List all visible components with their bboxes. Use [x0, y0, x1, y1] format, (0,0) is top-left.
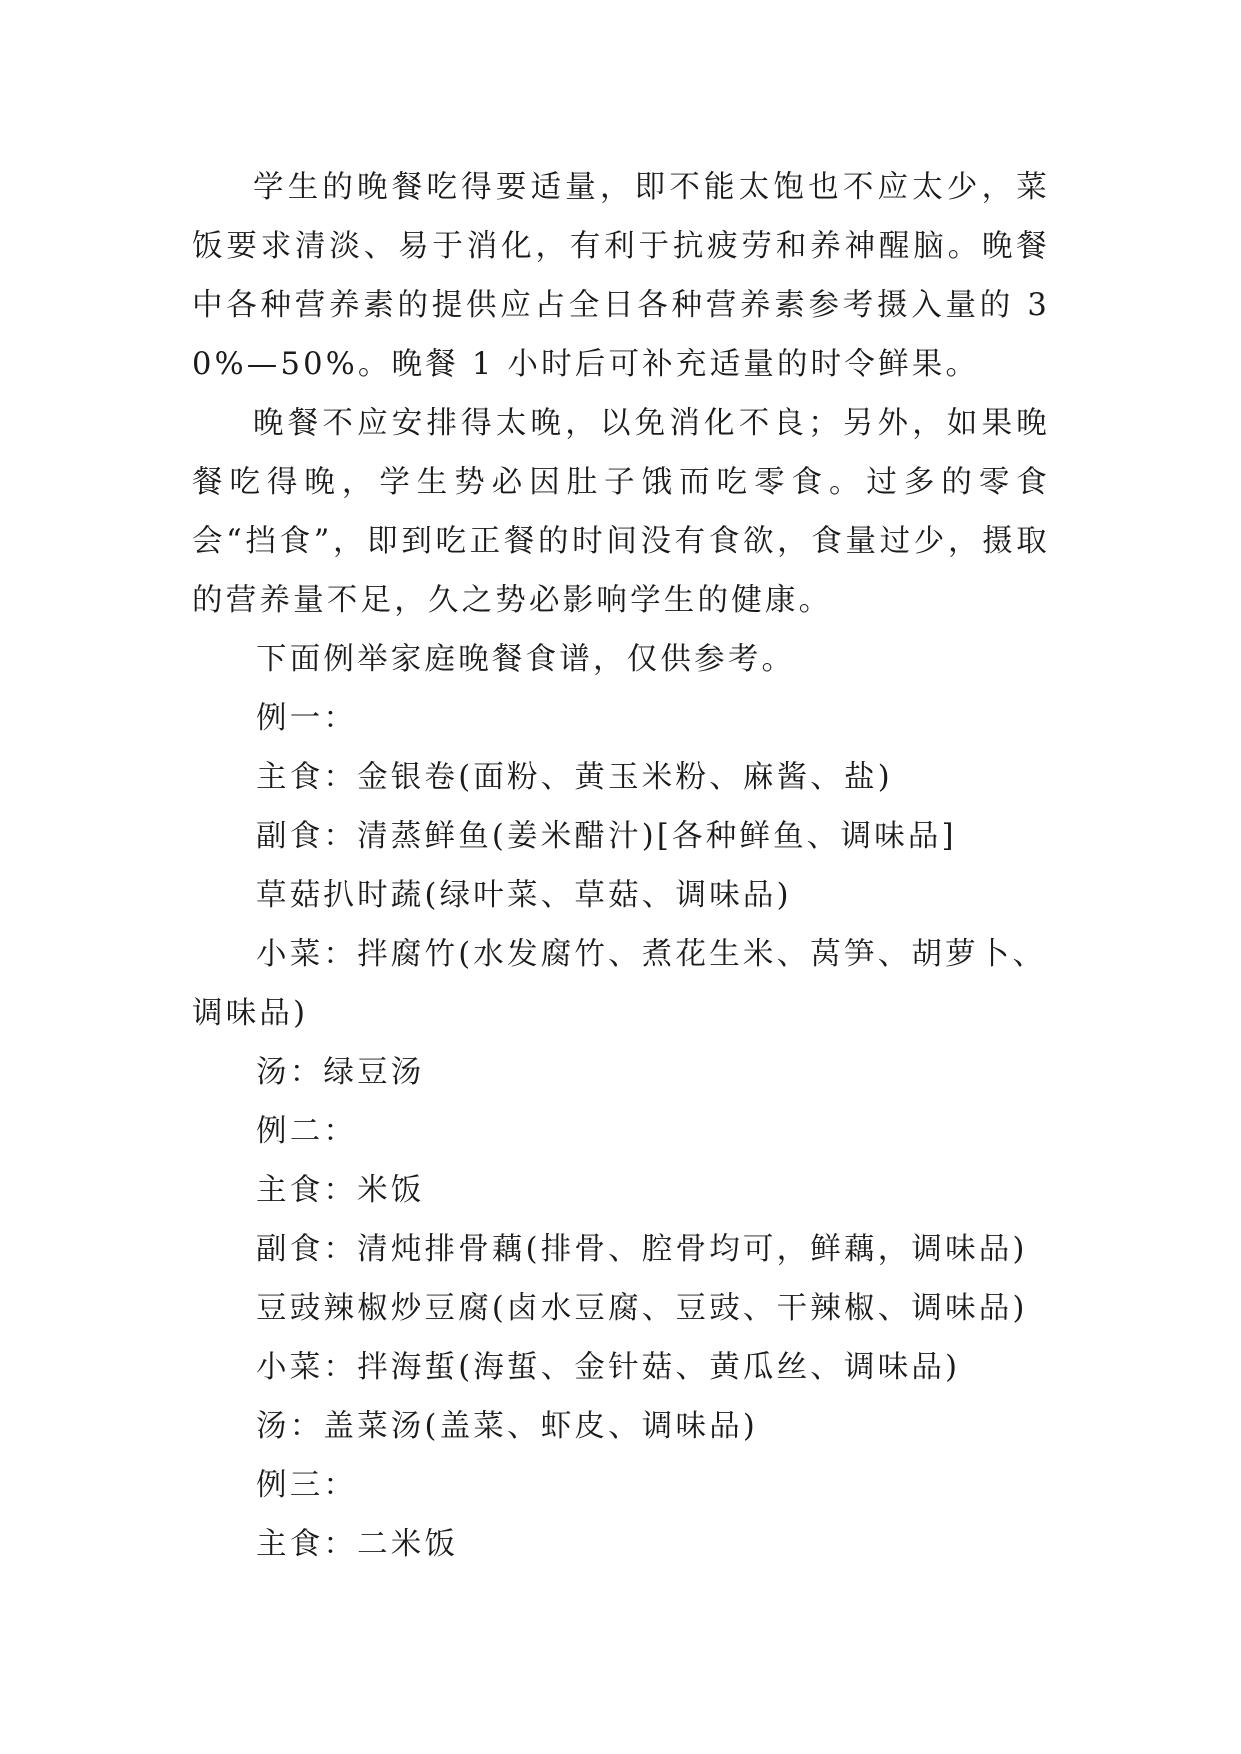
example-1-title: 例一： — [256, 701, 358, 736]
example-1-side-dish-2: 草菇扒时蔬(绿叶菜、草菇、调味品) — [256, 878, 792, 913]
recipe-intro: 下面例举家庭晚餐食谱，仅供参考。 — [256, 642, 796, 677]
example-2-staple: 主食：米饭 — [256, 1173, 425, 1208]
example-2-side-dish-2: 豆豉辣椒炒豆腐(卤水豆腐、豆豉、干辣椒、调味品) — [256, 1291, 1028, 1326]
example-2-small-dish: 小菜：拌海蜇(海蜇、金针菇、黄瓜丝、调味品) — [256, 1350, 961, 1385]
example-1-side-dish: 副食：清蒸鲜鱼(姜米醋汁)[各种鲜鱼、调味品] — [256, 819, 957, 854]
example-2-side-dish: 副食：清炖排骨藕(排骨、腔骨均可，鲜藕，调味品) — [256, 1232, 1028, 1267]
example-1-soup: 汤：绿豆汤 — [256, 1055, 425, 1090]
example-3-title: 例三： — [256, 1468, 358, 1503]
example-1-staple: 主食：金银卷(面粉、黄玉米粉、麻酱、盐) — [256, 760, 893, 795]
example-2-soup: 汤：盖菜汤(盖菜、虾皮、调味品) — [256, 1409, 758, 1444]
paragraph-dinner-timing: 晚餐不应安排得太晚，以免消化不良；另外，如果晚餐吃得晚，学生势必因肚子饿而吃零食。过多的零食会“挡食”，即到吃正餐的时间没有食欲，食量过少，摄取的营养量不足，久之势必影响学生的健康。 — [192, 406, 1050, 618]
example-2-title: 例二： — [256, 1114, 358, 1149]
example-3-staple: 主食：二米饭 — [256, 1527, 459, 1562]
example-1-small-dish: 小菜：拌腐竹(水发腐竹、煮花生米、莴笋、胡萝卜、调味品) — [192, 937, 1047, 1031]
document-body — [192, 158, 1050, 1574]
paragraph-dinner-amount: 学生的晚餐吃得要适量，即不能太饱也不应太少，菜饭要求清淡、易于消化，有利于抗疲劳和养神醒脑。晚餐中各种营养素的提供应占全日各种营养素参考摄入量的 30%—50%。晚餐 1 小时后可补充适量的时令鲜果。 — [192, 170, 1050, 382]
